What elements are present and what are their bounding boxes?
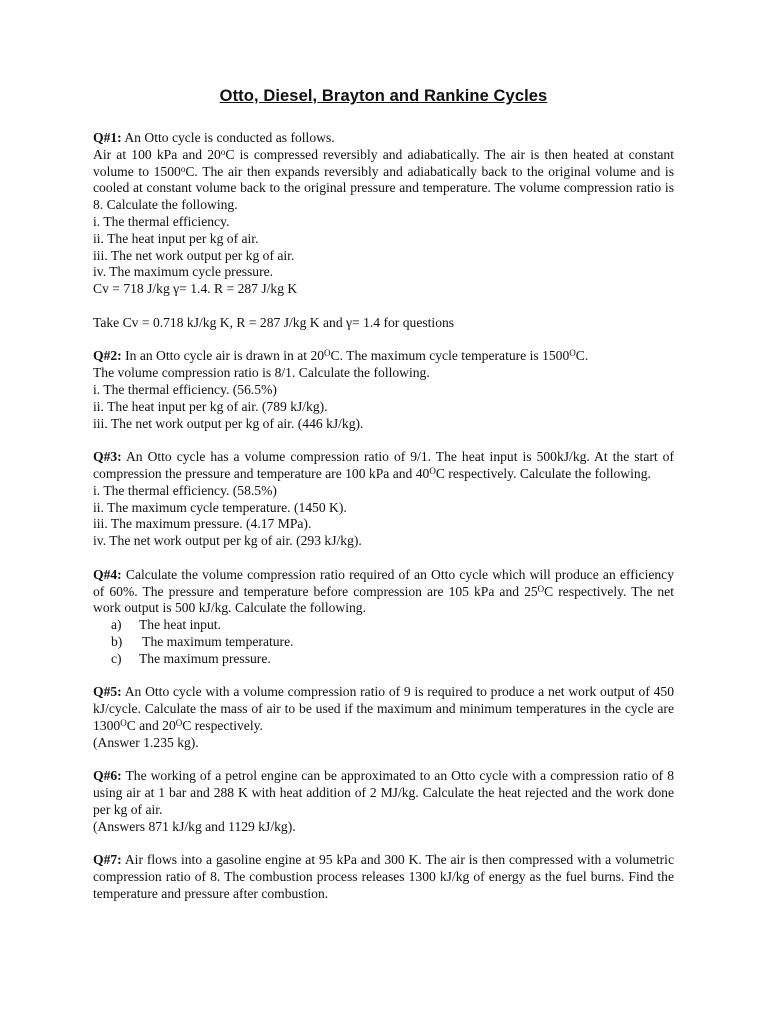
question-1-item: iv. The maximum cycle pressure. <box>93 264 274 280</box>
question-5-answer: (Answer 1.235 kg). <box>93 734 199 750</box>
question-7-label: Q#7: <box>93 852 122 868</box>
degree-mark: O <box>537 583 545 594</box>
question-2-text-c: C. <box>575 348 589 364</box>
question-2-label: Q#2: <box>93 348 122 364</box>
question-6-label: Q#6: <box>93 768 122 784</box>
question-2-line2: The volume compression ratio is 8/1. Calculate the following. <box>93 365 430 381</box>
question-4-item-text: The heat input. <box>139 617 221 633</box>
question-1 <box>93 130 674 298</box>
question-6-text-a: The working of a petrol engine can be approximated to an Otto cycle with a compression ratio of 8 using air at 1 bar and 288 K with heat addition of 2 MJ/kg. Calculate the heat rejected and the work done per kg of air. <box>93 768 674 817</box>
list-marker: c) <box>111 650 122 666</box>
question-3-text-a: An Otto cycle has a volume compression ratio of 9/1. The heat input is 500kJ/kg. At the start of compression the pressure and temperature are 100 kPa and 40 <box>93 449 674 481</box>
question-3-label: Q#3: <box>93 449 122 465</box>
question-1-intro-text: An Otto cycle is conducted as follows. <box>124 130 335 145</box>
page-title: Otto, Diesel, Brayton and Rankine Cycles <box>219 87 548 105</box>
question-5-text-b: C and 20 <box>126 717 176 733</box>
question-1-intro <box>93 130 674 147</box>
question-1-text-c: C. The air then expands reversibly and adiabatically back to the original volume and is cooled at constant volume back to the original pressure and temperature. The volume compression ratio is 8. Calculate the following. <box>93 163 674 213</box>
question-1-label: Q#1: <box>93 130 122 145</box>
question-4 <box>93 567 674 668</box>
question-4-item-text: The maximum pressure. <box>139 650 271 666</box>
question-4-body <box>93 567 674 617</box>
question-2-item: iii. The net work output per kg of air. (446 kJ/kg). <box>93 415 364 431</box>
question-3 <box>93 449 674 550</box>
question-3-text-b: C respectively. Calculate the following. <box>435 465 651 481</box>
question-3-body <box>93 449 674 483</box>
question-2-text-a: In an Otto cycle air is drawn in at 20 <box>125 348 325 364</box>
question-6 <box>93 768 674 835</box>
question-5-text-a: An Otto cycle with a volume compression ratio of 9 is required to produce a net work output of 450 kJ/cycle. Calculate the mass of air to be used if the maximum and minimum temperatures in the cycle are 1300 <box>93 684 674 733</box>
list-marker: a) <box>111 617 122 633</box>
degree-mark: O <box>569 348 576 359</box>
question-2-body <box>93 348 674 365</box>
question-5-text-c: C respectively. <box>182 717 263 733</box>
question-3-item: i. The thermal efficiency. (58.5%) <box>93 482 277 498</box>
constants-note <box>93 315 674 332</box>
constants-note-text: Take Cv = 0.718 kJ/kg K, R = 287 J/kg K and γ= 1.4 for questions <box>93 314 455 330</box>
question-2-text-b: C. The maximum cycle temperature is 1500 <box>330 348 570 364</box>
question-6-body <box>93 768 674 818</box>
question-4-item <box>93 651 674 668</box>
list-marker: b) <box>111 633 123 649</box>
question-2-item: ii. The heat input per kg of air. (789 kJ/kg). <box>93 398 328 414</box>
question-7-text-a: Air flows into a gasoline engine at 95 kPa and 300 K. The air is then compressed with a volumetric compression ratio of 8. The combustion process releases 1300 kJ/kg of energy as the fuel burns. Find the temperature and pressure after combustion. <box>93 852 674 901</box>
question-4-text-b: C respectively. The net work output is 500 kJ/kg. Calculate the following. <box>93 583 674 616</box>
question-7 <box>93 852 674 902</box>
question-1-item: iii. The net work output per kg of air. <box>93 247 295 263</box>
question-3-item: iv. The net work output per kg of air. (293 kJ/kg). <box>93 533 362 549</box>
degree-mark: O <box>429 465 436 476</box>
question-2-item: i. The thermal efficiency. (56.5%) <box>93 381 277 397</box>
question-3-item: ii. The maximum cycle temperature. (1450 K). <box>93 499 347 515</box>
question-5-label: Q#5: <box>93 684 122 700</box>
question-1-body <box>93 147 674 214</box>
question-4-text-a: Calculate the volume compression ratio required of an Otto cycle which will produce an efficiency of 60%. The pressure and temperature before compression are 105 kPa and 25 <box>93 566 675 599</box>
question-2 <box>93 348 674 432</box>
question-1-item: ii. The heat input per kg of air. <box>93 230 259 246</box>
degree-mark: o <box>180 163 186 174</box>
question-4-item <box>93 617 674 634</box>
question-1-constants: Cv = 718 J/kg γ= 1.4. R = 287 J/kg K <box>93 281 298 297</box>
question-3-item: iii. The maximum pressure. (4.17 MPa). <box>93 516 312 532</box>
question-1-text-b: C is compressed reversibly and adiabatically. The air is then heated at constant volume to 1500 <box>93 146 674 179</box>
question-4-item <box>93 634 674 651</box>
degree-mark: O <box>120 717 127 728</box>
question-5-body <box>93 684 674 734</box>
question-4-item-text: The maximum temperature. <box>139 633 294 649</box>
question-4-label: Q#4: <box>93 566 122 582</box>
degree-mark: O <box>324 348 331 359</box>
question-1-text-a: Air at 100 kPa and 20 <box>93 146 221 162</box>
degree-mark: O <box>175 717 183 728</box>
question-1-item: i. The thermal efficiency. <box>93 213 230 229</box>
question-5 <box>93 684 674 751</box>
question-7-body <box>93 852 674 902</box>
degree-mark: o <box>220 146 226 157</box>
question-6-answer: (Answers 871 kJ/kg and 1129 kJ/kg). <box>93 818 296 834</box>
